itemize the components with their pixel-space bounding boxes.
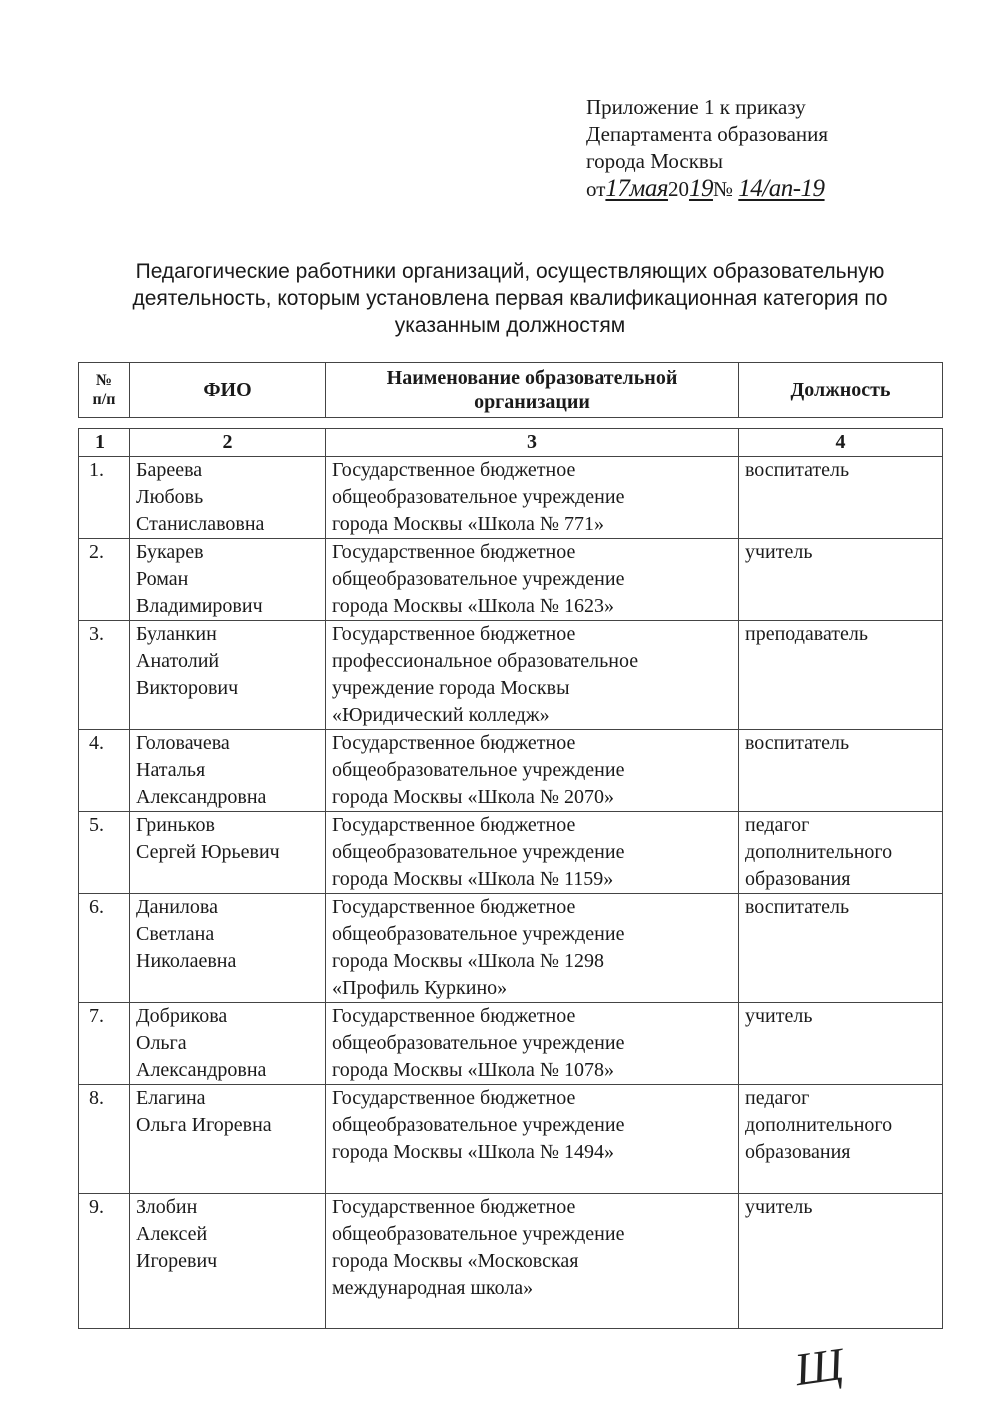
person-name-line: Ольга Игоревна <box>136 1114 272 1136</box>
organization-name-line: учреждение города Москвы <box>332 677 570 699</box>
person-name-line: Гриньков <box>136 814 215 836</box>
position-title-line: педагог <box>745 814 810 836</box>
person-name <box>130 539 326 621</box>
table-row <box>79 894 943 1003</box>
organization-name-line: города Москвы «Школа № 1623» <box>332 595 614 617</box>
person-name-line: Буланкин <box>136 623 217 645</box>
header-fio: ФИО <box>130 363 326 418</box>
organization-name-line: города Москвы «Школа № 771» <box>332 513 604 535</box>
table-row <box>79 539 943 621</box>
table-row <box>79 1085 943 1194</box>
organization-name-line: города Москвы «Школа № 1494» <box>332 1141 614 1163</box>
person-name-line: Любовь <box>136 486 204 508</box>
organization-name-line: города Москвы «Школа № 1159» <box>332 868 614 890</box>
person-name-line: Сергей Юрьевич <box>136 841 280 863</box>
position-title-line: образования <box>745 1141 851 1163</box>
person-name <box>130 730 326 812</box>
position-title-line: учитель <box>745 541 813 563</box>
position-title-line: педагог <box>745 1087 810 1109</box>
header-organization <box>326 363 739 418</box>
number-prefix: № <box>712 177 734 201</box>
person-name <box>130 621 326 730</box>
organization-name <box>326 812 739 894</box>
position-title-line: учитель <box>745 1196 813 1218</box>
person-name-line: Наталья <box>136 759 206 781</box>
table-row <box>79 730 943 812</box>
appendix-line-3: города Москвы <box>586 149 723 173</box>
organization-name-line: Государственное бюджетное <box>332 1196 576 1218</box>
row-number: 4. <box>79 730 130 812</box>
row-number: 6. <box>79 894 130 1003</box>
organization-name-line: международная школа» <box>332 1277 534 1299</box>
organization-name-line: Государственное бюджетное <box>332 1005 576 1027</box>
organization-name <box>326 457 739 539</box>
position-title-line: учитель <box>745 1005 813 1027</box>
position-title <box>739 894 943 1003</box>
row-number: 2. <box>79 539 130 621</box>
handwritten-order-number: 14/ап-19 <box>738 175 825 202</box>
row-number: 5. <box>79 812 130 894</box>
person-name-line: Александровна <box>136 786 267 808</box>
organization-name-line: города Москвы «Школа № 2070» <box>332 786 614 808</box>
organization-name <box>326 539 739 621</box>
position-title-line: воспитатель <box>745 896 850 918</box>
appendix-header <box>586 94 828 203</box>
header-org-line-1: Наименование образовательной <box>386 367 678 389</box>
position-title <box>739 1085 943 1194</box>
title-line-2: деятельность, которым установлена первая квалификационная категория по <box>132 287 888 310</box>
organization-name-line: Государственное бюджетное <box>332 1087 576 1109</box>
table-row <box>79 1003 943 1085</box>
position-title-line: воспитатель <box>745 459 850 481</box>
column-numbers-row <box>79 429 943 457</box>
staff-table <box>78 428 943 1329</box>
organization-name-line: «Профиль Куркино» <box>332 977 508 999</box>
organization-name-line: города Москвы «Московская <box>332 1250 579 1272</box>
person-name-line: Николаевна <box>136 950 237 972</box>
table-row <box>79 621 943 730</box>
position-title-line: образования <box>745 868 851 890</box>
header-org-line-2: организации <box>474 391 590 413</box>
organization-name-line: профессиональное образовательное <box>332 650 639 672</box>
person-name <box>130 1085 326 1194</box>
position-title-line: дополнительного <box>745 841 893 863</box>
appendix-line-1: Приложение 1 к приказу <box>586 95 806 119</box>
person-name-line: Станиславовна <box>136 513 265 535</box>
table-row <box>79 457 943 539</box>
organization-name <box>326 894 739 1003</box>
person-name <box>130 812 326 894</box>
organization-name-line: общеобразовательное учреждение <box>332 1223 625 1245</box>
person-name <box>130 1194 326 1329</box>
header-num-abbr: п/п <box>92 391 116 408</box>
header-num-symbol: № <box>95 372 113 389</box>
organization-name <box>326 1003 739 1085</box>
person-name-line: Бареева <box>136 459 203 481</box>
position-title <box>739 457 943 539</box>
row-number: 7. <box>79 1003 130 1085</box>
person-name-line: Александровна <box>136 1059 267 1081</box>
row-number: 1. <box>79 457 130 539</box>
organization-name-line: общеобразовательное учреждение <box>332 841 625 863</box>
date-year-prefix: 20 <box>667 177 689 201</box>
position-title <box>739 539 943 621</box>
organization-name <box>326 730 739 812</box>
table-row <box>79 1194 943 1329</box>
header-num <box>79 363 130 418</box>
person-name-line: Елагина <box>136 1087 206 1109</box>
title-line-1: Педагогические работники организаций, осуществляющих образовательную <box>135 260 885 283</box>
organization-name-line: Государственное бюджетное <box>332 541 576 563</box>
document-title <box>100 258 920 339</box>
position-title <box>739 812 943 894</box>
person-name-line: Владимирович <box>136 595 263 617</box>
person-name-line: Викторович <box>136 677 239 699</box>
position-title-line: воспитатель <box>745 732 850 754</box>
column-number-3: 3 <box>326 429 739 457</box>
position-title <box>739 621 943 730</box>
organization-name-line: общеобразовательное учреждение <box>332 759 625 781</box>
person-name-line: Светлана <box>136 923 215 945</box>
organization-name-line: города Москвы «Школа № 1298 <box>332 950 604 972</box>
row-number: 9. <box>79 1194 130 1329</box>
position-title <box>739 1194 943 1329</box>
person-name-line: Роман <box>136 568 189 590</box>
header-position: Должность <box>739 363 943 418</box>
organization-name <box>326 1085 739 1194</box>
person-name-line: Данилова <box>136 896 218 918</box>
person-name-line: Добрикова <box>136 1005 228 1027</box>
position-title <box>739 1003 943 1085</box>
organization-name-line: общеобразовательное учреждение <box>332 1114 625 1136</box>
organization-name <box>326 1194 739 1329</box>
column-number-4: 4 <box>739 429 943 457</box>
table-header <box>78 362 943 418</box>
organization-name-line: Государственное бюджетное <box>332 814 576 836</box>
order-date-number-line <box>586 175 828 203</box>
date-prefix: от <box>586 177 606 201</box>
position-title-line: дополнительного <box>745 1114 893 1136</box>
organization-name-line: города Москвы «Школа № 1078» <box>332 1059 614 1081</box>
position-title <box>739 730 943 812</box>
position-title-line: преподаватель <box>745 623 869 645</box>
person-name-line: Букарев <box>136 541 204 563</box>
organization-name-line: Государственное бюджетное <box>332 459 576 481</box>
organization-name-line: «Юридический колледж» <box>332 704 550 726</box>
row-number: 3. <box>79 621 130 730</box>
handwritten-signature: Щ <box>791 1337 847 1396</box>
handwritten-day-month: 17мая <box>605 175 668 202</box>
title-line-3: указанным должностям <box>394 314 626 337</box>
organization-name-line: Государственное бюджетное <box>332 896 576 918</box>
organization-name-line: общеобразовательное учреждение <box>332 923 625 945</box>
person-name <box>130 894 326 1003</box>
organization-name-line: Государственное бюджетное <box>332 623 576 645</box>
person-name-line: Игоревич <box>136 1250 218 1272</box>
person-name-line: Анатолий <box>136 650 220 672</box>
person-name-line: Алексей <box>136 1223 208 1245</box>
person-name-line: Головачева <box>136 732 230 754</box>
person-name-line: Ольга <box>136 1032 187 1054</box>
column-number-1: 1 <box>79 429 130 457</box>
organization-name <box>326 621 739 730</box>
handwritten-year: 19 <box>688 175 713 202</box>
row-number: 8. <box>79 1085 130 1194</box>
column-number-2: 2 <box>130 429 326 457</box>
table-row <box>79 812 943 894</box>
organization-name-line: общеобразовательное учреждение <box>332 568 625 590</box>
person-name-line: Злобин <box>136 1196 198 1218</box>
appendix-line-2: Департамента образования <box>586 122 829 146</box>
organization-name-line: общеобразовательное учреждение <box>332 486 625 508</box>
organization-name-line: Государственное бюджетное <box>332 732 576 754</box>
person-name <box>130 1003 326 1085</box>
organization-name-line: общеобразовательное учреждение <box>332 1032 625 1054</box>
person-name <box>130 457 326 539</box>
